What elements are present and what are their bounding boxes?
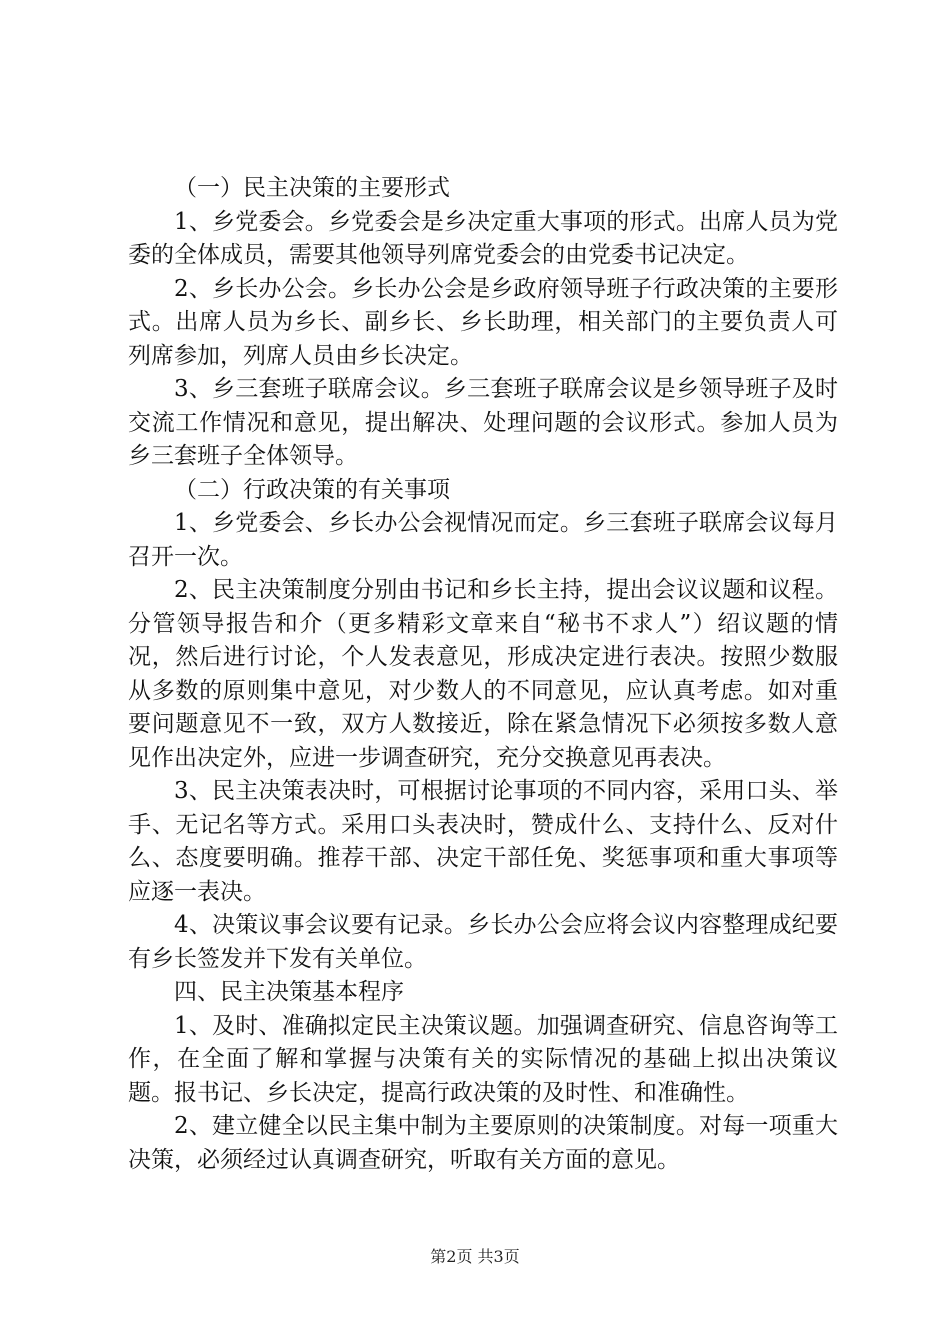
paragraph-3: 3、乡三套班子联席会议。乡三套班子联席会议是乡领导班子及时交流工作情况和意见，提出解决、处理问题的会议形式。参加人员为乡三套班子全体领导。	[128, 376, 838, 469]
page-footer	[0, 1244, 950, 1267]
section-heading-2: （二）行政决策的有关事项	[174, 476, 450, 503]
paragraph-4: 1、乡党委会、乡长办公会视情况而定。乡三套班子联席会议每月召开一次。	[128, 510, 838, 570]
paragraph-5: 2、民主决策制度分别由书记和乡长主持，提出会议议题和议程。分管领导报告和介（更多精彩文章来自“秘书不求人”）绍议题的情况，然后进行讨论，个人发表意见，形成决定进行表决。按照少数服从多数的原则集中意见，对少数人的不同意见，应认真考虑。如对重要问题意见不一致，双方人数接近，除在紧急情况下必须按多数人意见作出决定外，应进一步调查研究，充分交换意见再表决。	[128, 577, 838, 771]
section-heading-1: （一）民主决策的主要形式	[174, 175, 450, 201]
paragraph-7: 4、决策议事会议要有记录。乡长办公会应将会议内容整理成纪要有乡长签发并下发有关单位。	[128, 912, 838, 972]
paragraph-6: 3、民主决策表决时，可根据讨论事项的不同内容，采用口头、举手、无记名等方式。采用口头表决时，赞成什么、支持什么、反对什么、态度要明确。推荐干部、决定干部任免、奖惩事项和重大事项等应逐一表决。	[128, 778, 838, 905]
section-heading-3: 四、民主决策基本程序	[174, 979, 404, 1005]
paragraph-2: 2、乡长办公会。乡长办公会是乡政府领导班子行政决策的主要形式。出席人员为乡长、副乡长、乡长助理，相关部门的主要负责人可列席参加，列席人员由乡长决定。	[128, 275, 838, 369]
paragraph-1: 1、乡党委会。乡党委会是乡决定重大事项的形式。出席人员为党委的全体成员，需要其他领导列席党委会的由党委书记决定。	[128, 208, 838, 268]
document-body	[128, 172, 838, 1177]
paragraph-8: 1、及时、准确拟定民主决策议题。加强调查研究、信息咨询等工作，在全面了解和掌握与决策有关的实际情况的基础上拟出决策议题。报书记、乡长决定，提高行政决策的及时性、和准确性。	[128, 1012, 838, 1106]
paragraph-9: 2、建立健全以民主集中制为主要原则的决策制度。对每一项重大决策，必须经过认真调查研究，听取有关方面的意见。	[128, 1113, 838, 1173]
page-number-label: 第2页 共3页	[430, 1247, 520, 1266]
